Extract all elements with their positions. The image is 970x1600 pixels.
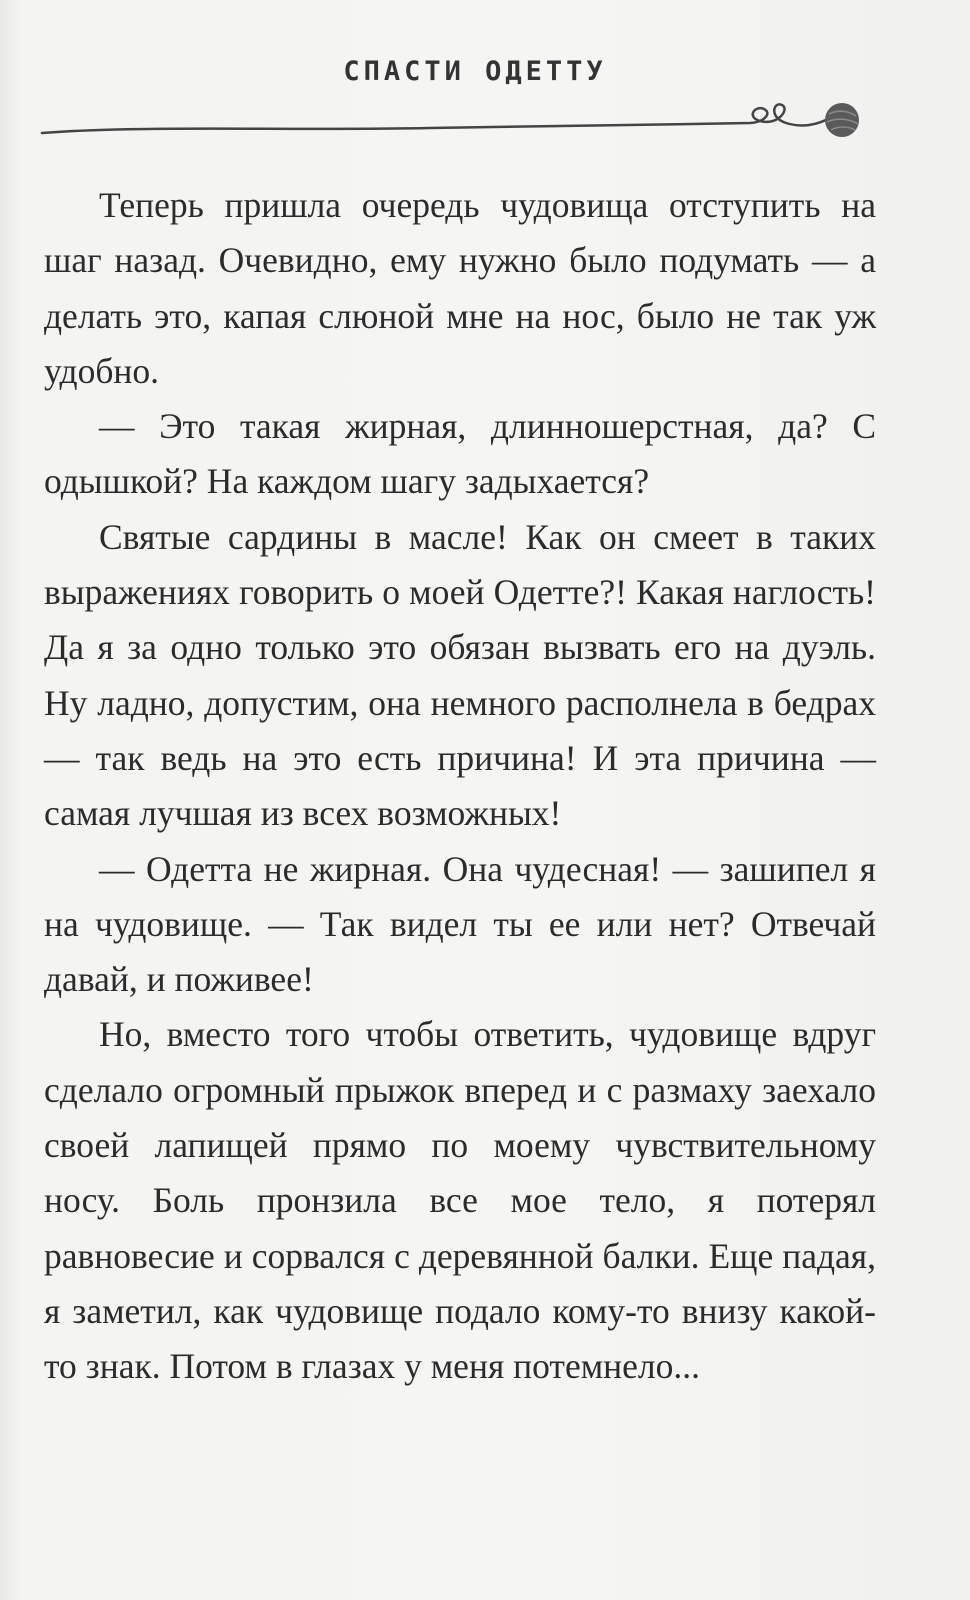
paragraph-1: Теперь пришла очередь чудовища отступить на шаг назад. Очевидно, ему нужно было подумать — а делать это, капая слюной мне на нос, было не так уж удобно.	[44, 185, 876, 391]
paragraph-4: — Одетта не жирная. Она чудесная! — зашипел я на чудовище. — Так видел ты ее или нет? Отвечай давай, и поживее!	[44, 848, 876, 1000]
body-text	[44, 178, 876, 1395]
paragraph-3: Святые сардины в масле! Как он смеет в таких выражениях говорить о моей Одетте?! Какая наглость! Да я за одно только это обязан вызвать его на дуэль. Ну ладно, допустим, она немного располнела в бедрах — так ведь на это есть причина! И эта причина — самая лучшая из всех возможных!	[44, 516, 876, 834]
paragraph-2: — Это такая жирная, длинношерстная, да? С одышкой? На каждом шагу задыхается?	[44, 406, 876, 502]
page-header	[0, 56, 970, 96]
running-title: СПАСТИ ОДЕТТУ	[343, 56, 607, 87]
yarn-ball-icon	[30, 95, 890, 155]
paragraph-5: Но, вместо того чтобы ответить, чудовище вдруг сделало огромный прыжок вперед и с размаху заехало своей лапищей прямо по моему чувствительному носу. Боль пронзила все мое тело, я потерял равновесие и сорвался с деревянной балки. Еще падая, я заметил, как чудовище подало кому-то внизу какой-то знак. Потом в глазах у меня потемнело...	[44, 1014, 876, 1387]
